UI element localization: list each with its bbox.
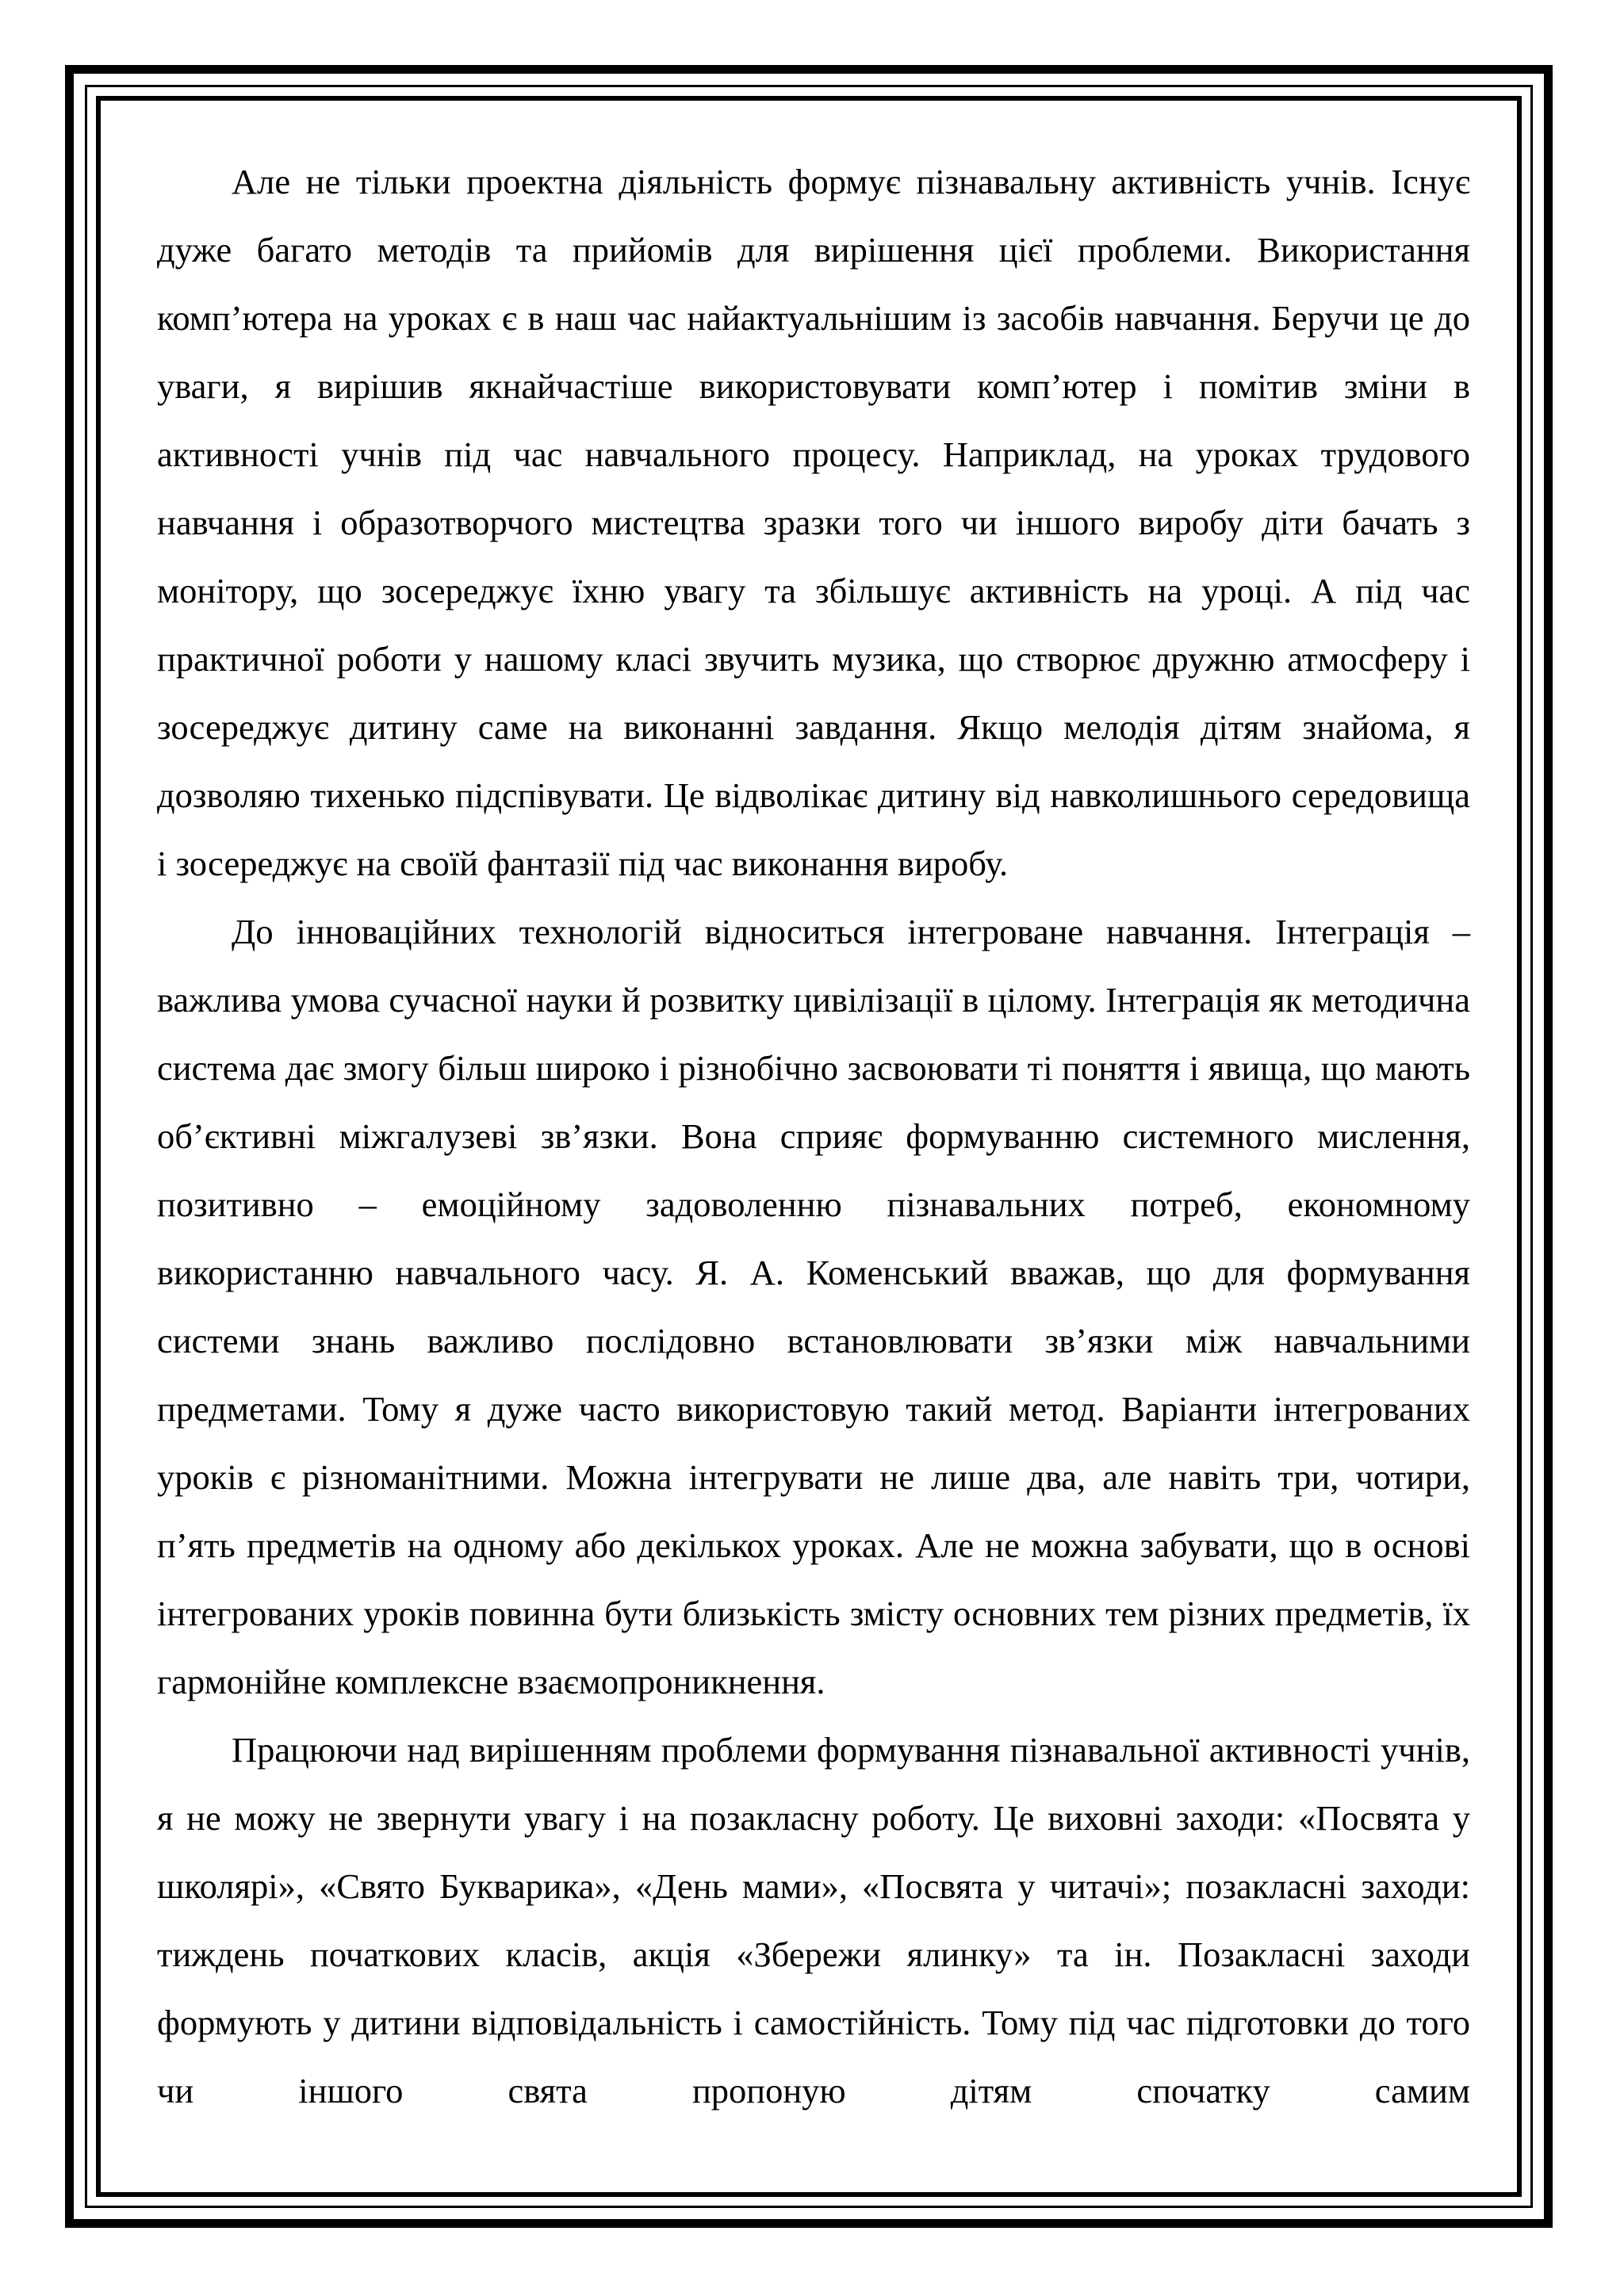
- paragraph-computer-use: Але не тільки проектна діяльність формує пізнавальну активність учнів. Існує дуже багато методів та прийомів для вирішення цієї проблеми. Використання комп’ютера на уроках є в наш час найактуальнішим із засобів навчання. Беручи це до уваги, я вирішив якнайчастіше використовувати комп’ютер і помітив зміни в активності учнів під час навчального процесу. Наприклад, на уроках трудового навчання і образотворчого мистецтва зразки того чи іншого виробу діти бачать з монітору, що зосереджує їхню увагу та збільшує активність на уроці. А під час практичної роботи у нашому класі звучить музика, що створює дружню атмосферу і зосереджує дитину саме на виконанні завдання. Якщо мелодія дітям знайома, я дозволяю тихенько підспівувати. Це відволікає дитину від навколишнього середовища і зосереджує на своїй фантазії під час виконання виробу.: [157, 162, 1470, 883]
- paragraph-extracurricular-work: Працюючи над вирішенням проблеми формування пізнавальної активності учнів, я не можу не звернути увагу і на позакласну роботу. Це виховні заходи: «Посвята у школярі», «Свято Букварика», «День мами», «Посвята у читачі»; позакласні заходи: тиждень початкових класів, акція «Збережи ялинку» та ін. Позакласні заходи формують у дитини відповідальність і самостійність. Тому під час підготовки до того чи іншого свята пропоную дітям спочатку самим: [157, 1730, 1470, 2110]
- document-body: [157, 147, 1470, 2125]
- paragraph-integrated-learning: До інноваційних технологій відноситься інтегроване навчання. Інтеграція – важлива умова сучасної науки й розвитку цивілізації в цілому. Інтеграція як методична система дає змогу більш широко і різнобічно засвоювати ті поняття і явища, що мають об’єктивні міжгалузеві зв’язки. Вона сприяє формуванню системного мислення, позитивно – емоційному задоволенню пізнавальних потреб, економному використанню навчального часу. Я. А. Коменський вважав, що для формування системи знань важливо послідовно встановлювати зв’язки між навчальними предметами. Тому я дуже часто використовую такий метод. Варіанти інтегрованих уроків є різноманітними. Можна інтегрувати не лише два, але навіть три, чотири, п’ять предметів на одному або декількох уроках. Але не можна забувати, що в основі інтегрованих уроків повинна бути близькість змісту основних тем різних предметів, їх гармонійне комплексне взаємопроникнення.: [157, 912, 1470, 1701]
